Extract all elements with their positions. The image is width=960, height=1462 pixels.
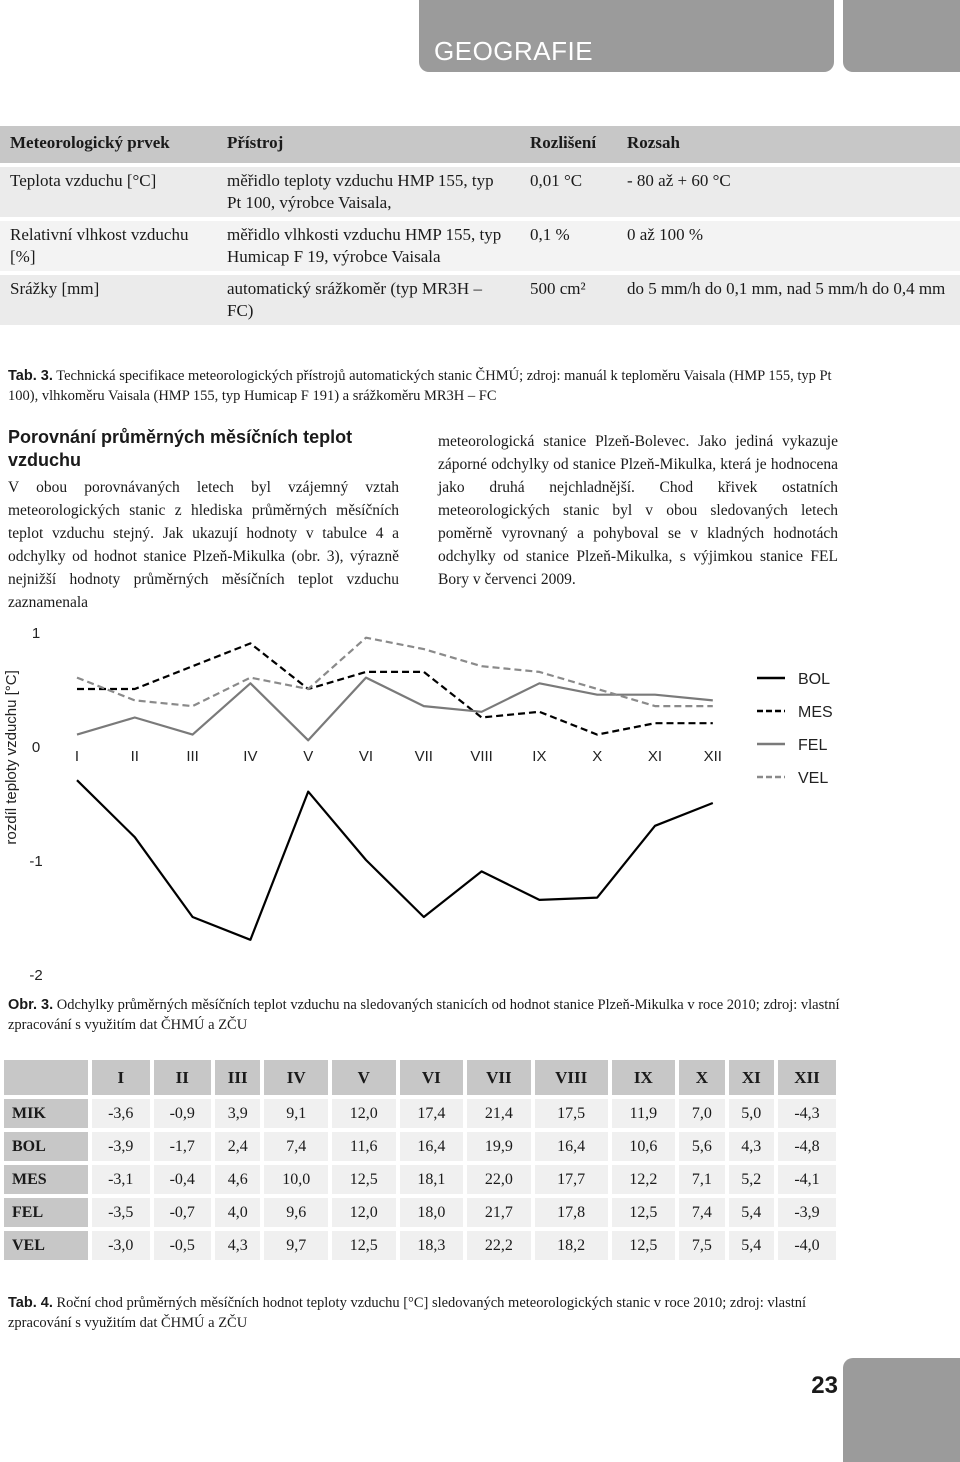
month-header: III: [215, 1060, 260, 1095]
month-header: XII: [778, 1060, 836, 1095]
x-tick-label: I: [74, 748, 80, 765]
table-cell: měřidlo teploty vzduchu HMP 155, typ Pt 100, výrobce Vaisala,: [217, 167, 520, 217]
table-cell: -1,7: [154, 1132, 212, 1161]
section-title: GEOGRAFIE: [434, 36, 594, 66]
table-cell: 19,9: [467, 1132, 531, 1161]
x-tick-label: XII: [703, 748, 722, 765]
month-header: IX: [612, 1060, 676, 1095]
caption-label: Tab. 4.: [8, 1295, 53, 1311]
series-line-mes: [77, 643, 713, 734]
x-tick-label: VIII: [470, 748, 493, 765]
y-tick-label: -2: [29, 967, 43, 984]
table-cell: 22,0: [467, 1165, 531, 1194]
table-row: [0, 167, 960, 217]
table-header-row: [4, 1060, 836, 1095]
table-cell: -0,5: [154, 1231, 212, 1260]
x-tick-label: II: [130, 748, 139, 765]
x-tick-label: VI: [358, 748, 374, 765]
table-cell: 17,4: [400, 1099, 464, 1128]
corner-cell: [4, 1060, 88, 1095]
y-tick-label: -1: [29, 853, 43, 870]
x-tick-label: V: [303, 748, 314, 765]
table-cell: 0,1 %: [520, 221, 617, 271]
table-cell: -0,4: [154, 1165, 212, 1194]
left-column-text: V obou porovnávaných letech byl vzájemný vztah meteorologických stanic z hlediska průměrných měsíčních teplot vzduchu stejný. Jak ukazují hodnoty v tabulce 4 a odchylky od hodnot stanice Plzeň-Mikulka (obr. 3), výrazně nejnižší hodnoty průměrných měsíčních teplot vzduchu zaznamenala: [8, 479, 399, 611]
station-label: VEL: [4, 1231, 88, 1260]
table-cell: 21,7: [467, 1198, 531, 1227]
table-cell: 0 až 100 %: [617, 221, 960, 271]
table-cell: 4,6: [215, 1165, 260, 1194]
table-cell: 4,3: [215, 1231, 260, 1260]
series-line-bol: [77, 780, 713, 940]
table-cell: 21,4: [467, 1099, 531, 1128]
table-cell: 7,4: [264, 1132, 328, 1161]
table-cell: Relativní vlhkost vzduchu [%]: [0, 221, 217, 271]
table-cell: 5,0: [729, 1099, 774, 1128]
caption-text: Roční chod průměrných měsíčních hodnot teploty vzduchu [°C] sledovaných meteorologických stanic v roce 2010; zdroj: vlastní zpracování s využitím dat ČHMÚ a ZČU: [8, 1295, 807, 1331]
caption-label: Obr. 3.: [8, 997, 54, 1013]
month-header: VIII: [535, 1060, 608, 1095]
table-header-row: [0, 126, 960, 163]
table-cell: -3,9: [778, 1198, 836, 1227]
table-cell: Srážky [mm]: [0, 275, 217, 325]
table-row: [0, 275, 960, 325]
legend-label: MES: [798, 704, 833, 721]
table-cell: 12,5: [332, 1231, 396, 1260]
table-cell: -4,0: [778, 1231, 836, 1260]
table-cell: 2,4: [215, 1132, 260, 1161]
station-label: FEL: [4, 1198, 88, 1227]
table-cell: 12,5: [612, 1198, 676, 1227]
header-cell: Rozlišení: [520, 126, 617, 163]
table-cell: -4,3: [778, 1099, 836, 1128]
table4-caption: [8, 1293, 840, 1333]
table-cell: 18,2: [535, 1231, 608, 1260]
table-cell: -3,1: [92, 1165, 150, 1194]
y-tick-label: 1: [31, 625, 41, 642]
table-cell: -4,1: [778, 1165, 836, 1194]
table-cell: 16,4: [535, 1132, 608, 1161]
deviation-line-chart: [0, 618, 960, 990]
caption-text: Odchylky průměrných měsíčních teplot vzduchu na sledovaných stanicích od hodnot stanice Plzeň-Mikulka v roce 2010; zdroj: vlastní zpracování s využitím dat ČHMÚ a ZČU: [8, 997, 840, 1033]
figure-caption: [8, 995, 840, 1035]
month-header: IV: [264, 1060, 328, 1095]
table-cell: 11,9: [612, 1099, 676, 1128]
x-tick-label: IV: [243, 748, 258, 765]
legend-label: VEL: [798, 770, 829, 787]
table-row: [4, 1099, 836, 1128]
table-cell: -0,7: [154, 1198, 212, 1227]
table-cell: 12,5: [612, 1231, 676, 1260]
x-tick-label: III: [186, 748, 199, 765]
table-cell: automatický srážkoměr (typ MR3H – FC): [217, 275, 520, 325]
table-cell: 12,5: [332, 1165, 396, 1194]
y-tick-label: 0: [31, 739, 41, 756]
table-row: [0, 221, 960, 271]
table-cell: 22,2: [467, 1231, 531, 1260]
table-cell: 4,0: [215, 1198, 260, 1227]
table-cell: -3,5: [92, 1198, 150, 1227]
section-heading: Porovnání průměrných měsíčních teplot vzduchu: [8, 427, 353, 470]
table-cell: 7,5: [679, 1231, 724, 1260]
table-cell: - 80 až + 60 °C: [617, 167, 960, 217]
table-cell: 17,5: [535, 1099, 608, 1128]
table-cell: 16,4: [400, 1132, 464, 1161]
caption-text: Technická specifikace meteorologických přístrojů automatických stanic ČHMÚ; zdroj: manuál k teploměru Vaisala (HMP 155, typ Pt 100), vlhkoměru Vaisala (HMP 155, typ Humicap F 191) a srážkoměru MR3H – FC: [8, 368, 832, 404]
table-row: [4, 1198, 836, 1227]
month-header: XI: [729, 1060, 774, 1095]
table-cell: 5,4: [729, 1198, 774, 1227]
table-cell: 3,9: [215, 1099, 260, 1128]
month-header: VII: [467, 1060, 531, 1095]
table-cell: 10,0: [264, 1165, 328, 1194]
table-cell: 4,3: [729, 1132, 774, 1161]
month-header: V: [332, 1060, 396, 1095]
table-cell: 9,1: [264, 1099, 328, 1128]
table-cell: 500 cm²: [520, 275, 617, 325]
header-cell: Meteorologický prvek: [0, 126, 217, 163]
table-cell: 5,2: [729, 1165, 774, 1194]
page-number: 23: [811, 1372, 838, 1399]
station-label: BOL: [4, 1132, 88, 1161]
table-cell: 5,4: [729, 1231, 774, 1260]
table-cell: -4,8: [778, 1132, 836, 1161]
table-cell: 9,6: [264, 1198, 328, 1227]
header-cell: Přístroj: [217, 126, 520, 163]
month-header: X: [679, 1060, 724, 1095]
page-corner-block: [843, 1358, 960, 1462]
month-header: VI: [400, 1060, 464, 1095]
table-cell: -3,0: [92, 1231, 150, 1260]
table-cell: 7,4: [679, 1198, 724, 1227]
table-cell: -0,9: [154, 1099, 212, 1128]
table-row: [4, 1165, 836, 1194]
header-cell: Rozsah: [617, 126, 960, 163]
table-cell: do 5 mm/h do 0,1 mm, nad 5 mm/h do 0,4 mm: [617, 275, 960, 325]
table-cell: 7,0: [679, 1099, 724, 1128]
monthly-temperature-table: [0, 1056, 840, 1264]
month-header: I: [92, 1060, 150, 1095]
x-tick-label: XI: [647, 748, 663, 765]
station-label: MIK: [4, 1099, 88, 1128]
table-cell: 18,1: [400, 1165, 464, 1194]
table-cell: 9,7: [264, 1231, 328, 1260]
header-corner-block: [843, 0, 960, 72]
month-header: II: [154, 1060, 212, 1095]
legend-label: FEL: [798, 737, 828, 754]
table-cell: měřidlo vlhkosti vzduchu HMP 155, typ Humicap F 19, výrobce Vaisala: [217, 221, 520, 271]
table-cell: 17,8: [535, 1198, 608, 1227]
table-cell: 12,0: [332, 1099, 396, 1128]
table-cell: 12,2: [612, 1165, 676, 1194]
table-cell: 11,6: [332, 1132, 396, 1161]
table-cell: -3,9: [92, 1132, 150, 1161]
legend-label: BOL: [798, 671, 831, 688]
table-cell: 5,6: [679, 1132, 724, 1161]
instrument-spec-table: [0, 122, 960, 329]
y-axis-label: rozdíl teploty vzduchu [°C]: [3, 670, 20, 845]
table-row: [4, 1231, 836, 1260]
table-cell: 18,0: [400, 1198, 464, 1227]
x-tick-label: VII: [414, 748, 433, 765]
table-cell: 7,1: [679, 1165, 724, 1194]
table-cell: 18,3: [400, 1231, 464, 1260]
table-cell: 12,0: [332, 1198, 396, 1227]
table-cell: 10,6: [612, 1132, 676, 1161]
table-row: [4, 1132, 836, 1161]
x-tick-label: IX: [532, 748, 547, 765]
table-cell: -3,6: [92, 1099, 150, 1128]
caption-label: Tab. 3.: [8, 368, 53, 384]
x-tick-label: X: [592, 748, 603, 765]
right-column-text: meteorologická stanice Plzeň-Bolevec. Jako jediná vykazuje záporné odchylky od stanice Plzeň-Mikulka, která je hodnocena jako druhá nejchladnější. Chod křivek ostatních meteorologických stanic byl v obou sledovaných letech poměrně vyrovnaný a pohyboval se v kladných hodnotách odchylky od stanice Plzeň-Mikulka, s výjimkou stanice FEL Bory v červenci 2009.: [438, 433, 838, 588]
table-cell: Teplota vzduchu [°C]: [0, 167, 217, 217]
table3-caption: [8, 366, 840, 406]
table-cell: 0,01 °C: [520, 167, 617, 217]
station-label: MES: [4, 1165, 88, 1194]
table-cell: 17,7: [535, 1165, 608, 1194]
